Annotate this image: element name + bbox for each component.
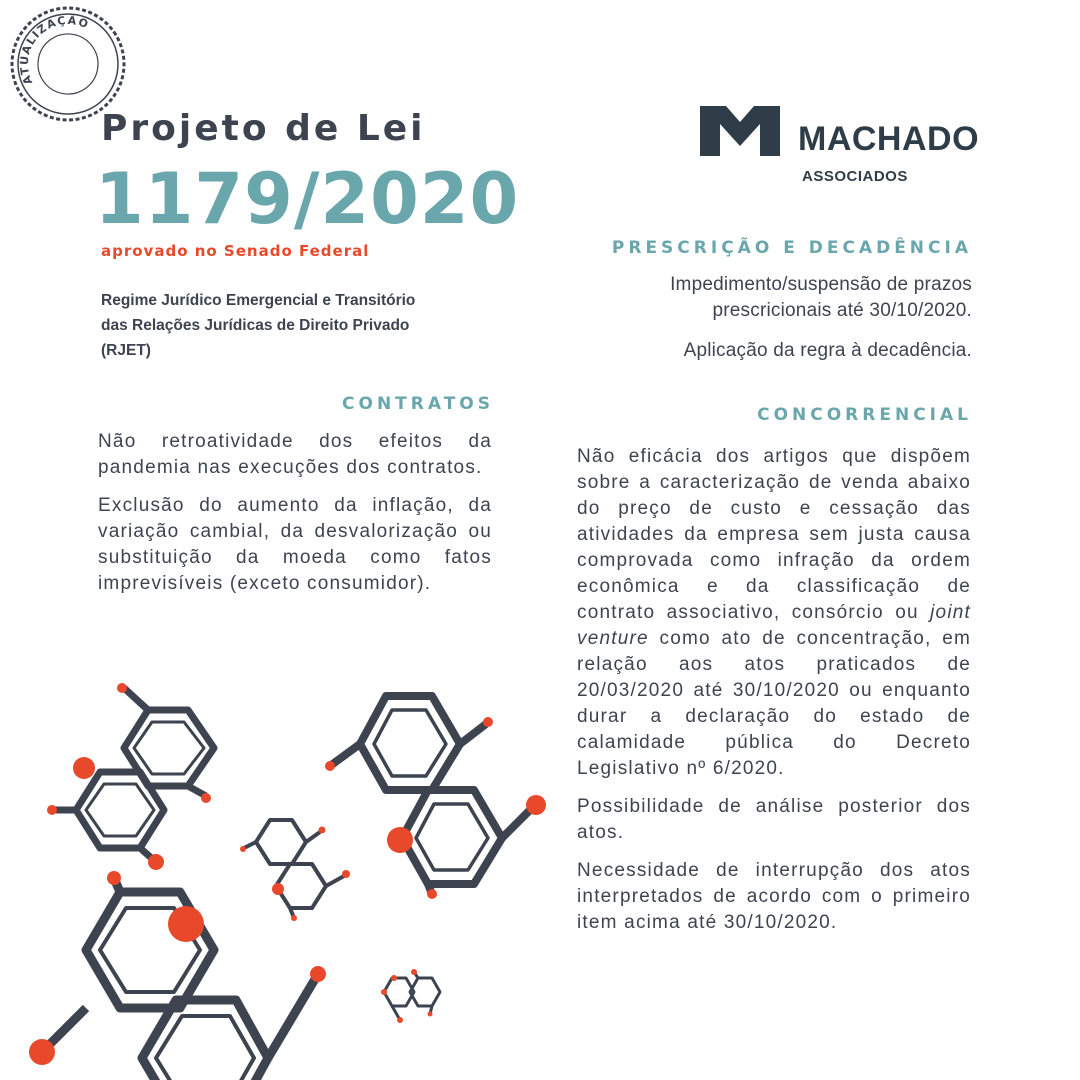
prescricao-paragraph: Aplicação da regra à decadência. [683,340,972,361]
svg-text:ATUALIZAÇÃO [6,2,102,89]
prescricao-paragraph [552,272,972,324]
prescricao-heading: PRESCRIÇÃO E DECADÊNCIA [611,238,972,258]
page-subtitle: aprovado no Senado Federal [101,242,370,260]
concorrencial-paragraph: Necessidade de interrupção dos atos interpretados de acordo com o primeiro item acima até 30/10/2020. [577,860,971,933]
contratos-body [98,429,492,609]
prescricao-body [552,272,972,376]
concorrencial-heading: CONCORRENCIAL [757,405,972,425]
logo-subname: ASSOCIADOS [802,168,908,185]
prescricao-line: Impedimento/suspensão de prazos [670,274,972,295]
concorrencial-text: Não eficácia dos artigos que dispõem sobre a caracterização de venda abaixo do preço de custo e cessação das atividades da empresa sem justa causa comprovada como infração da ordem econômica e da classificação de contrato associativo, consórcio ou [577,446,971,623]
logo-name: MACHADO [798,120,980,158]
concorrencial-paragraph: Possibilidade de análise posterior dos atos. [577,796,971,843]
page-title-number: 1179/2020 [95,158,520,240]
prescricao-line: prescricionais até 30/10/2020. [712,300,972,321]
regime-line: das Relações Jurídicas de Direito Privado [101,317,410,334]
concorrencial-paragraph [577,444,971,782]
page-title-small: Projeto de Lei [101,108,426,149]
machado-logo-mark [700,106,780,156]
concorrencial-text: como ato de concentração, em relação aos atos praticados de 20/03/2020 até 30/10/2020 ou enquanto durar a declaração do estado de calamidade pública do Decreto Legislativo nº 6/2020. [577,628,971,779]
contratos-paragraph: Não retroatividade dos efeitos da pandemia nas execuções dos contratos. [98,431,492,478]
stamp-text: ATUALIZAÇÃO [17,13,92,87]
contratos-paragraph: Exclusão do aumento da inflação, da variação cambial, da desvalorização ou substituição da moeda como fatos imprevisíveis (exceto consumidor). [98,495,492,594]
contratos-heading: CONTRATOS [342,394,494,414]
molecule-decoration [0,660,560,1080]
regime-description [101,288,491,363]
concorrencial-italic: joint venture [577,602,971,649]
regime-line: (RJET) [101,342,151,359]
concorrencial-body [577,444,971,948]
regime-line: Regime Jurídico Emergencial e Transitório [101,292,416,309]
